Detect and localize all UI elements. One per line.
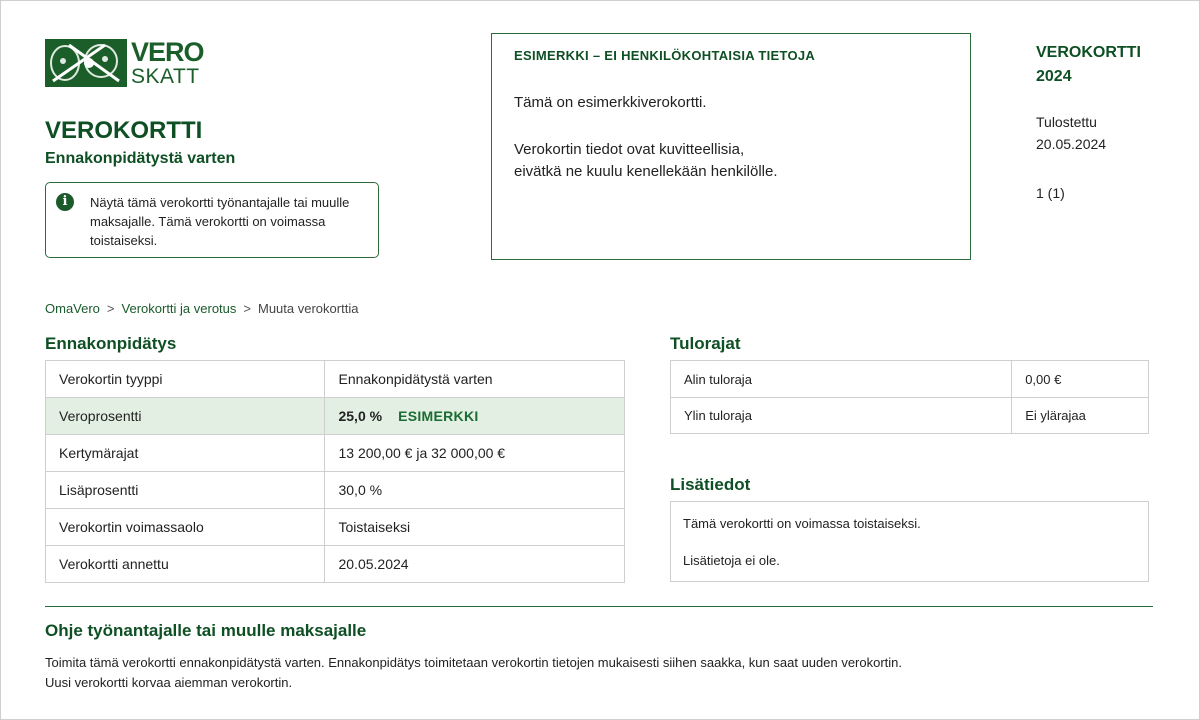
row-value: 30,0 % (325, 472, 625, 509)
row-label: Veroprosentti (46, 398, 325, 435)
tax-rate-value: 25,0 % (338, 408, 383, 424)
document-meta-title: VEROKORTTI 2024 (1036, 44, 1141, 85)
section-title-tulorajat: Tulorajat (670, 334, 741, 353)
row-label: Ylin tuloraja (671, 398, 1012, 434)
table-row (46, 361, 625, 398)
breadcrumb-separator: > (106, 301, 115, 316)
guide-line1: Toimita tämä verokortti ennakonpidätystä varten. Ennakonpidätys toimitetaan verokortin tietojen mukaisesti siihen saakka, kun saat uuden verokortin. (45, 655, 903, 670)
row-value: 13 200,00 € ja 32 000,00 € (325, 435, 625, 472)
page-subtitle: Ennakonpidätystä varten (45, 150, 236, 167)
example-notice-line3: eivätkä ne kuulu kenellekään henkilölle. (514, 163, 778, 180)
page-title: VEROKORTTI (45, 117, 203, 144)
example-notice-title: ESIMERKKI – EI HENKILÖKOHTAISIA TIETOJA (514, 48, 816, 63)
row-value: 20.05.2024 (325, 546, 625, 583)
table-row (46, 509, 625, 546)
table-row (46, 435, 625, 472)
printed-date: 20.05.2024 (1036, 136, 1107, 152)
logo-skatt-text: SKATT (131, 65, 200, 88)
lisatiedot-box (670, 501, 1149, 582)
row-label: Verokortin tyyppi (46, 361, 325, 398)
row-label: Verokortin voimassaolo (46, 509, 325, 546)
row-label: Kertymärajat (46, 435, 325, 472)
guide-text (45, 653, 1145, 693)
ennakonpidatys-table (45, 360, 625, 583)
lisatiedot-line2: Lisätietoja ei ole. (683, 553, 780, 568)
example-badge: ESIMERKKI (398, 408, 479, 424)
table-row (46, 546, 625, 583)
table-row-highlighted (46, 398, 625, 435)
row-value: Ei ylärajaa (1012, 398, 1149, 434)
example-notice-line2: Verokortin tiedot ovat kuvitteellisia, (514, 141, 745, 158)
row-value: Toistaiseksi (325, 509, 625, 546)
info-notice-text: Näytä tämä verokortti työnantajalle tai muulle maksajalle. Tämä verokortti on voimassa toistaiseksi. (90, 195, 350, 248)
section-divider (45, 606, 1153, 607)
row-value: 0,00 € (1012, 361, 1149, 398)
guide-title: Ohje työnantajalle tai muulle maksajalle (45, 621, 367, 640)
tulorajat-table (670, 360, 1149, 434)
breadcrumb-link-omavero[interactable]: OmaVero (45, 301, 100, 316)
row-label: Lisäprosentti (46, 472, 325, 509)
example-notice-box (491, 33, 971, 260)
row-label: Alin tuloraja (671, 361, 1012, 398)
page-number: 1 (1) (1036, 185, 1065, 201)
section-title-ennakonpidatys: Ennakonpidätys (45, 334, 177, 353)
info-circle-icon: i (56, 193, 74, 211)
vero-skatt-logo (45, 39, 204, 87)
info-notice (45, 182, 379, 258)
table-row (671, 398, 1149, 434)
vero-emblem-icon (45, 39, 127, 87)
logo-vero-text: VERO (131, 37, 204, 67)
breadcrumb (45, 301, 358, 316)
row-label: Verokortti annettu (46, 546, 325, 583)
example-notice-line1: Tämä on esimerkkiverokortti. (514, 94, 707, 111)
row-value: Ennakonpidätystä varten (325, 361, 625, 398)
table-row (46, 472, 625, 509)
printed-label: Tulostettu (1036, 114, 1097, 130)
guide-line2: Uusi verokortti korvaa aiemman verokortin. (45, 675, 293, 690)
breadcrumb-separator: > (243, 301, 251, 316)
document-meta (1036, 41, 1156, 201)
breadcrumb-link-verokortti-ja-verotus[interactable]: Verokortti ja verotus (121, 301, 237, 316)
breadcrumb-current: Muuta verokorttia (258, 301, 359, 316)
table-row (671, 361, 1149, 398)
section-title-lisatiedot: Lisätiedot (670, 475, 751, 494)
lisatiedot-line1: Tämä verokortti on voimassa toistaiseksi. (683, 516, 921, 531)
